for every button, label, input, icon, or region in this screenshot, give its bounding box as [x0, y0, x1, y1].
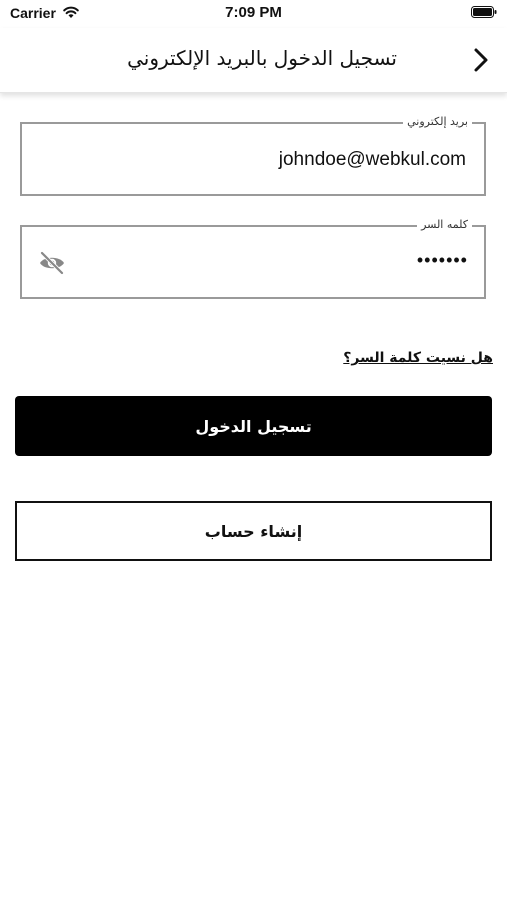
battery-icon	[471, 6, 497, 18]
password-field[interactable]	[20, 218, 486, 299]
nav-header	[0, 28, 507, 93]
email-label: بريد إلكتروني	[403, 115, 472, 128]
status-bar	[0, 0, 507, 28]
eye-off-icon[interactable]	[38, 251, 66, 275]
password-input[interactable]: •••••••	[416, 250, 468, 270]
email-input[interactable]	[64, 148, 468, 172]
create-account-button[interactable]: إنشاء حساب	[15, 501, 492, 561]
login-button[interactable]: تسجيل الدخول	[15, 396, 492, 456]
password-label: كلمه السر	[417, 218, 472, 231]
email-field[interactable]	[20, 115, 486, 196]
chevron-right-icon	[473, 47, 489, 73]
carrier-label: Carrier	[10, 5, 56, 21]
page-title: تسجيل الدخول بالبريد الإلكتروني	[127, 46, 397, 70]
back-button[interactable]	[467, 44, 495, 76]
forgot-password-link[interactable]: هل نسيت كلمة السر؟	[343, 350, 493, 366]
clock: 7:09 PM	[225, 4, 282, 21]
